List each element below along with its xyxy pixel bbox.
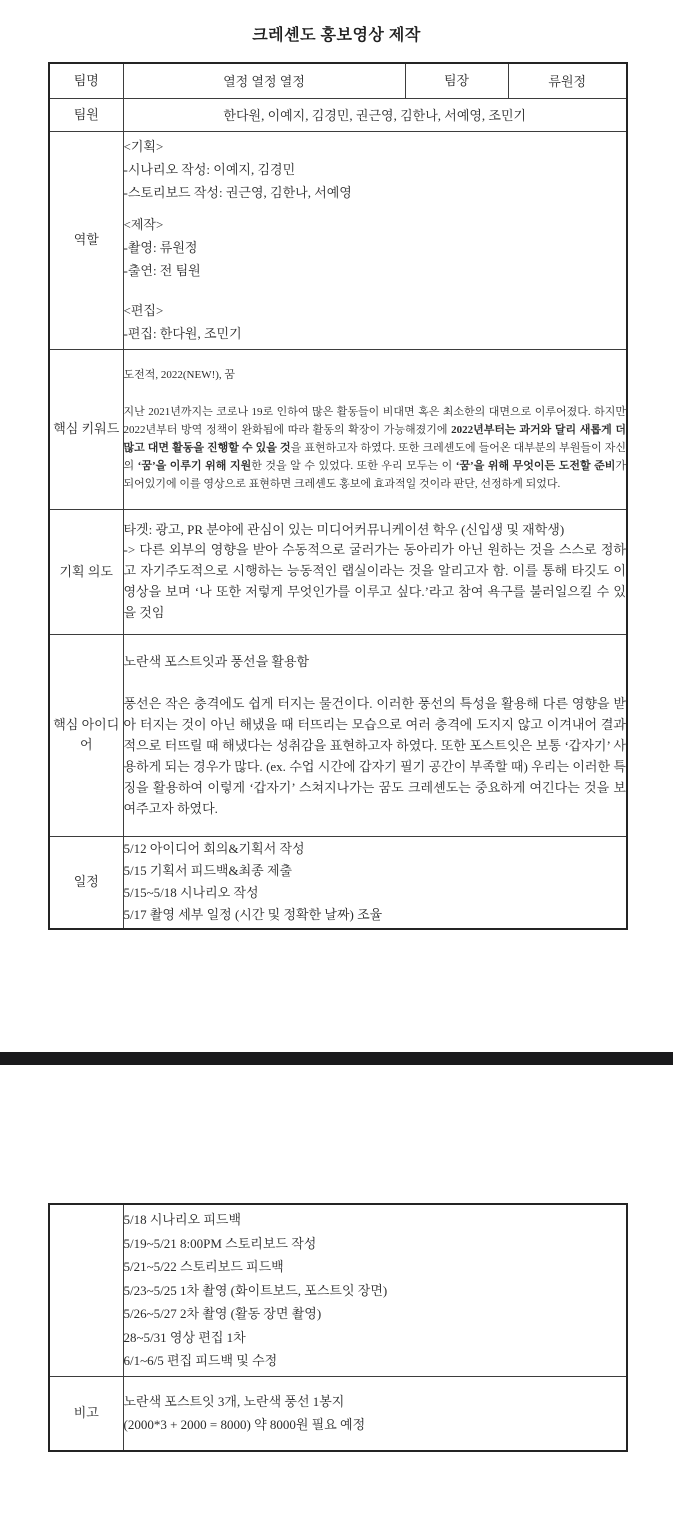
table-row-roles <box>49 131 627 349</box>
keywords-bold-segment: ‘꿈’을 이루기 위해 지원 <box>137 459 252 472</box>
role-group-editing <box>124 299 627 345</box>
team-leader-value: 류원정 <box>508 63 627 98</box>
notes-line: 노란색 포스트잇 3개, 노란색 풍선 1봉지 <box>123 1394 345 1410</box>
role-item: -시나리오 작성: 이예지, 김경민 <box>123 162 296 177</box>
members-value: 한다원, 이예지, 김경민, 권근영, 김한나, 서예영, 조민기 <box>123 98 627 131</box>
notes-label: 비고 <box>49 1376 123 1451</box>
roles-label: 역할 <box>49 131 123 349</box>
idea-content <box>123 634 627 836</box>
schedule-continued-label <box>49 1204 123 1376</box>
role-group-planning <box>124 135 627 204</box>
keywords-text-segment: 을 표현하고자 하였다. 또한 크레셴도에 들어온 대부분의 부원들이 자신의 <box>123 441 626 472</box>
team-leader-label: 팀장 <box>405 63 508 98</box>
keywords-bold-segment: 2022년부터는 과거와 달리 새롭게 더 많고 대면 활동을 진행할 수 있을 것 <box>123 423 627 454</box>
team-name-value: 열정 열정 열정 <box>123 63 405 98</box>
schedule-label: 일정 <box>49 836 123 929</box>
schedule-item: 6/1~6/5 편집 피드백 및 수정 <box>123 1353 278 1368</box>
roles-content <box>123 131 627 349</box>
role-item: -출연: 전 팀원 <box>123 263 201 278</box>
schedule-item: 5/18 시나리오 피드백 <box>123 1212 242 1227</box>
idea-intro: 노란색 포스트잇과 풍선을 활용함 <box>123 654 310 669</box>
keywords-label: 핵심 키워드 <box>49 349 123 509</box>
table-row-schedule-continued <box>49 1204 627 1376</box>
schedule-item: 5/21~5/22 스토리보드 피드백 <box>123 1259 284 1274</box>
notes-content <box>123 1376 627 1451</box>
table-row-intent <box>49 509 627 634</box>
keywords-text-segment: 지난 2021년까지는 코로나 19로 인하여 많은 활동들이 비대면 혹은 최소한의 대면으로 이루어졌다. 하지만 2022년부터 방역 정책이 완화됨에 따라 활동의 확장이 가능해졌기에 <box>123 405 626 436</box>
keywords-bold-segment: ‘꿈’을 위해 무엇이든 도전할 준비 <box>455 459 616 472</box>
schedule-item: 5/19~5/21 8:00PM 스토리보드 작성 <box>123 1235 317 1251</box>
table-row-team <box>49 63 627 98</box>
notes-line: (2000*3 + 2000 = 8000) 약 8000원 필요 예정 <box>123 1417 366 1433</box>
role-group-heading: <편집> <box>123 303 164 318</box>
team-name-label: 팀명 <box>49 63 123 98</box>
schedule-item: 5/15 기획서 피드백&최종 제출 <box>123 863 293 879</box>
intent-label: 기획 의도 <box>49 509 123 634</box>
keywords-text-segment: 가 되어있기에 이를 영상으로 표현하면 크레셴도 홍보에 효과적일 것이라 판단, 선정하게 되었다. <box>123 459 626 490</box>
page-break-bar <box>0 1052 673 1065</box>
table-row-members <box>49 98 627 131</box>
role-group-heading: <기획> <box>123 139 164 154</box>
keywords-summary: 도전적, 2022(NEW!), 꿈 <box>123 368 236 381</box>
intent-description: -> 다른 외부의 영향을 받아 수동적으로 굴러가는 동아리가 아닌 원하는 것을 스스로 정하고 자기주도적으로 시행하는 능동적인 랩실이라는 것을 알리고자 함. 이를 통해 타깃도 이 영상을 보며 ‘나 또한 저렇게 무엇인가를 이루고 싶다.’라고 참여 욕구를 불러일으킬 수 있을 것임 <box>123 542 626 620</box>
schedule-item: 5/23~5/25 1차 촬영 (화이트보드, 포스트잇 장면) <box>123 1282 388 1298</box>
role-group-production <box>124 213 627 282</box>
keywords-content <box>123 349 627 509</box>
table-row-notes <box>49 1376 627 1451</box>
schedule-item: 5/12 아이디어 회의&기획서 작성 <box>123 841 305 857</box>
role-item: -촬영: 류원정 <box>123 240 198 255</box>
schedule-item: 5/26~5/27 2차 촬영 (활동 장면 촬영) <box>123 1306 322 1321</box>
members-label: 팀원 <box>49 98 123 131</box>
page-title: 크레셴도 홍보영상 제작 <box>252 27 421 44</box>
keywords-text-segment: 한 것을 알 수 있었다. 또한 우리 모두는 이 <box>251 459 456 472</box>
table-row-keywords <box>49 349 627 509</box>
table-row-idea <box>49 634 627 836</box>
schedule-item: 5/17 촬영 세부 일정 (시간 및 정확한 날짜) 조율 <box>123 907 383 923</box>
role-item: -스토리보드 작성: 권근영, 김한나, 서예영 <box>123 185 352 200</box>
intent-content <box>123 509 627 634</box>
schedule-content <box>123 836 627 929</box>
idea-label: 핵심 아이디어 <box>49 634 123 836</box>
schedule-continued-content <box>123 1204 627 1376</box>
role-item: -편집: 한다원, 조민기 <box>123 326 242 341</box>
table-row-schedule <box>49 836 627 929</box>
production-plan-table-continued <box>48 1203 628 1452</box>
schedule-item: 5/15~5/18 시나리오 작성 <box>123 885 259 901</box>
role-group-heading: <제작> <box>123 217 164 232</box>
keywords-paragraph <box>124 403 627 493</box>
production-plan-table <box>48 62 628 930</box>
idea-body: 풍선은 작은 충격에도 쉽게 터지는 물건이다. 이러한 풍선의 특성을 활용해 다른 영향을 받아 터지는 것이 아닌 해냈을 때 터뜨리는 모습으로 여러 충격에 도지지 않고 이겨내어 결과적으로 터뜨릴 때 해냈다는 성취감을 표현하고자 하였다. 또한 포스트잇은 보통 ‘갑자기’ 사용하게 되는 경우가 많다. (ex. 수업 시간에 갑자기 필기 공간이 부족할 때) 우리는 이러한 특징을 활용하여 이렇게 ‘갑자기’ 스쳐지나가는 꿈도 크레셴도는 중요하게 여긴다는 것을 보여주고자 하였다. <box>123 696 626 816</box>
schedule-item: 28~5/31 영상 편집 1차 <box>123 1329 246 1345</box>
intent-target: 타겟: 광고, PR 분야에 관심이 있는 미디어커뮤니케이션 학우 (신입생 및 재학생) <box>123 521 565 537</box>
